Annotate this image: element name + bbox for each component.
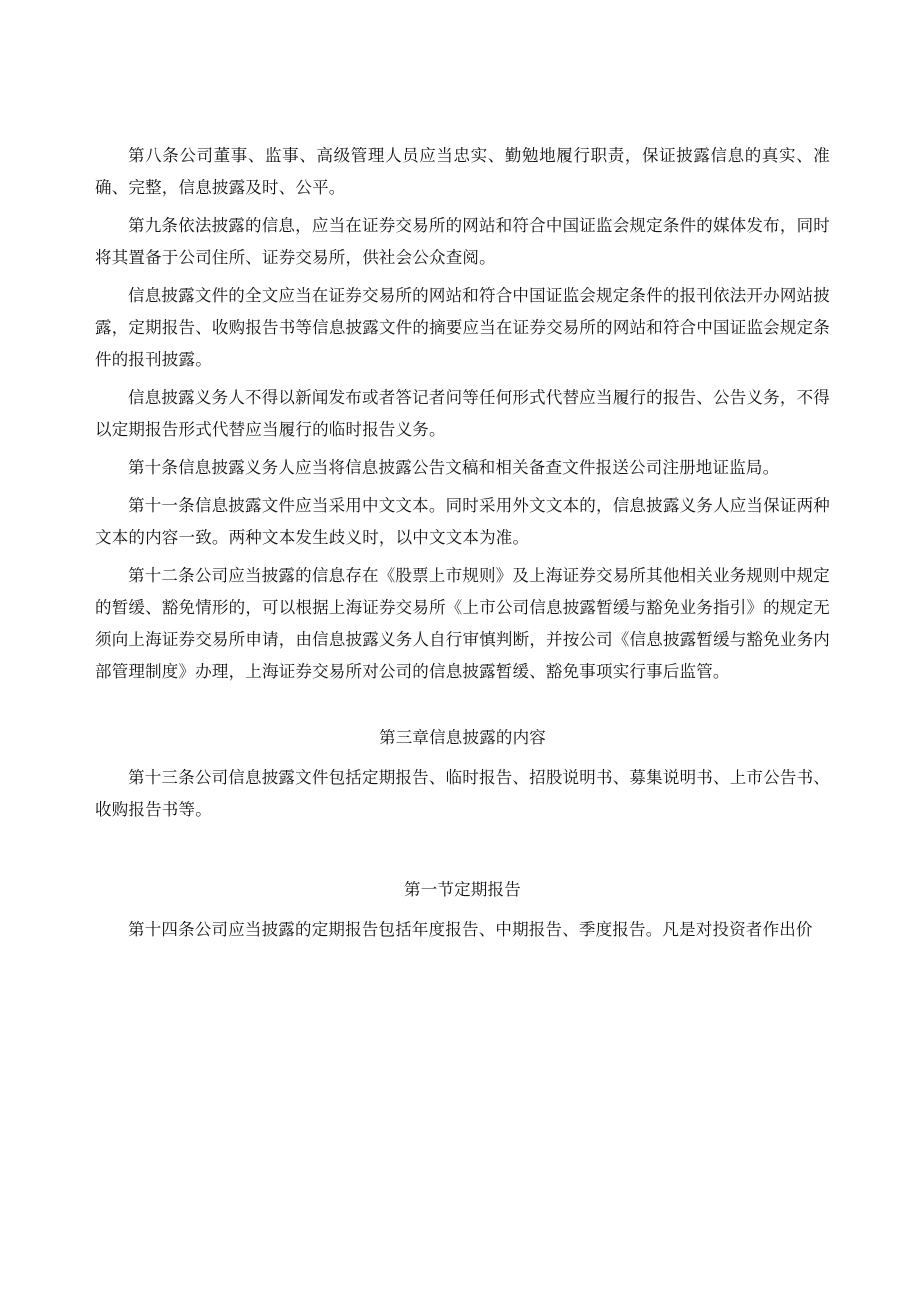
article-8-paragraph: 第八条公司董事、监事、高级管理人员应当忠实、勤勉地履行职责，保证披露信息的真实、准确、完整，信息披露及时、公平。: [95, 146, 830, 197]
section-heading: 第一节定期报告: [404, 880, 521, 899]
article-9-paragraph: 第九条依法披露的信息，应当在证券交易所的网站和符合中国证监会规定条件的媒体发布，同时将其置备于公司住所、证券交易所，供社会公众查阅。: [95, 216, 830, 267]
chapter-heading: 第三章信息披露的内容: [379, 728, 546, 747]
full-text-disclosure-paragraph: 信息披露文件的全文应当在证券交易所的网站和符合中国证监会规定条件的报刊依法开办网站披露，定期报告、收购报告书等信息披露文件的摘要应当在证券交易所的网站和符合中国证监会规定条件的报刊披露。: [95, 286, 830, 369]
article-11-paragraph: 第十一条信息披露文件应当采用中文文本。同时采用外文文本的，信息披露义务人应当保证两种文本的内容一致。两种文本发生歧义时，以中文文本为准。: [95, 496, 830, 547]
disclosure-obligor-paragraph: 信息披露义务人不得以新闻发布或者答记者问等任何形式代替应当履行的报告、公告义务，不得以定期报告形式代替应当履行的临时报告义务。: [95, 388, 830, 439]
article-13-paragraph: 第十三条公司信息披露文件包括定期报告、临时报告、招股说明书、募集说明书、上市公告书、收购报告书等。: [95, 768, 830, 819]
article-14-paragraph: 第十四条公司应当披露的定期报告包括年度报告、中期报告、季度报告。凡是对投资者作出价: [128, 920, 813, 939]
document-body: [95, 140, 830, 952]
article-10-paragraph: 第十条信息披露义务人应当将信息披露公告文稿和相关备查文件报送公司注册地证监局。: [128, 458, 780, 477]
article-12-paragraph: 第十二条公司应当披露的信息存在《股票上市规则》及上海证券交易所其他相关业务规则中规定的暂缓、豁免情形的，可以根据上海证券交易所《上市公司信息披露暂缓与豁免业务指引》的规定无须向上海证券交易所申请，由信息披露义务人自行审慎判断，并按公司《信息披露暂缓与豁免业务内部管理制度》办理，上海证券交易所对公司的信息披露暂缓、豁免事项实行事后监管。: [95, 566, 830, 681]
